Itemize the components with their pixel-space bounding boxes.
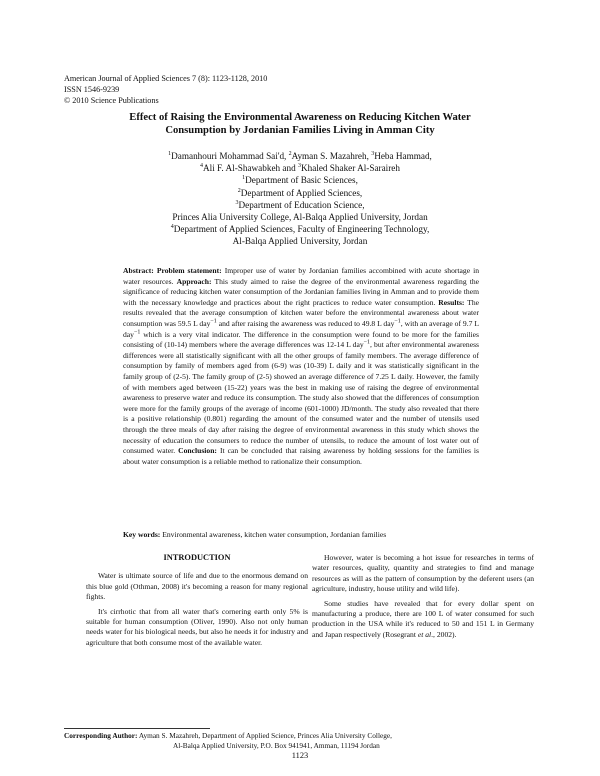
abstract-label: Abstract: bbox=[123, 266, 154, 275]
paper-title bbox=[100, 111, 500, 137]
author-block bbox=[100, 150, 500, 248]
journal-issn: ISSN 1546-9239 bbox=[64, 85, 120, 94]
author-line-1: $^1$Damanhouri Mohammad Sai'd, $^2$Ayman S. Mazahreh, $^3$Heba Hammad, bbox=[168, 150, 432, 161]
abstract: Abstract: Problem statement: Improper use of water by Jordanian families accombined with acute shortage in water resources. Approach: This study aimed to raise the degree of the environmental awareness regarding the significance of reducing kitchen water consumption of the Jordanian families living in Amman and to provide them with the necessary knowledge and practices about the right practices to reduce water consumption. Results: The results revealed that the average consumption of kitchen water before the environmental awareness about water consumption was 59.5 L day$^{-1}$ and after raising the awareness was reduced to 49.8 L day$^{-1}$, with an average of 9.7 L day$^{-1}$ which is a very vital indicator. The difference in the consumption were found to be more for the families consisting of (10-14) members where the average differences was 12-14 L day$^{-1}$, but after environmental awareness differences were all statistically significant with all the other groups of family members. The average difference of consumption by family of members aged from (6-9) was (10-39) L daily and it was statistically significant in the family group of (2-5). The family group of (2-5) showed an average difference of 7.25 L daily. However, the family of with members aged between (15-22) years was the best in making use of raising the degree of environmental awareness to preserve water and reduce its consumption. The study also showed that the differences of consumption were more for the family groups of the average of income (601-1000) JD/month. The study also revealed that there is a positive relationship (0.801) regarding the amount of the consumed water and the number of utensils used through the three meals of day after raising the degree of environmental awareness in this study which shows the necessity of education the consumers to reduce the number of utensils, to reduce the amount of lost water out of consumed water. Conclusion: It can be concluded that raising awareness by holding sessions for the families is about water consumption is a reliable method to rationalize their consumption. bbox=[123, 266, 480, 466]
footnote-rule bbox=[64, 728, 210, 729]
page-number: 1123 bbox=[291, 751, 309, 760]
corresponding-author-footnote: Corresponding Author: Ayman S. Mazahreh, Department of Applied Science, Princes Alia University College, Al-Balqa Applied University, P.O. Box 941941, Amman, 11194 Jordan bbox=[64, 731, 392, 750]
left-column bbox=[86, 553, 308, 652]
author-3: Heba Hammad, bbox=[374, 151, 432, 161]
affiliation-line: $^2$Department of Applied Sciences, bbox=[237, 187, 363, 198]
conclusion-label: Conclusion: bbox=[178, 446, 217, 456]
results-label: Results: bbox=[438, 297, 465, 307]
paragraph: Some studies have revealed that for every dollar spent on manufacturing a produce, there are 100 L of water consumed for such production in the USA while it's reduced to 50 and 151 L in Germany and Japan respectively (Rosegrant et al., 2002). bbox=[312, 598, 534, 639]
title-line-1: Effect of Raising the Environmental Awareness on Reducing Kitchen Water bbox=[129, 112, 471, 123]
section-heading: INTRODUCTION bbox=[163, 553, 231, 562]
problem-statement-label: Problem statement: bbox=[156, 266, 222, 275]
keywords bbox=[123, 530, 479, 540]
affiliation-line: $^3$Department of Education Science, bbox=[235, 199, 365, 210]
author-5: Khaled Shaker Al-Saraireh bbox=[300, 163, 400, 174]
right-column bbox=[312, 553, 534, 644]
affiliation-line: $^1$Department of Basic Sciences, bbox=[242, 175, 358, 186]
affiliation-line: Princes Alia University College, Al-Balqa Applied University, Jordan bbox=[172, 212, 428, 223]
paragraph: Water is ultimate source of life and due to the enormous demand on this blue gold (Othman, 2008) it's becoming a reason for many regional fights. bbox=[86, 571, 308, 602]
footnote-label: Corresponding Author: bbox=[64, 731, 138, 740]
title-line-2: Consumption by Jordanian Families Living in Amman City bbox=[165, 125, 435, 136]
affiliation-line: Al-Balqa Applied University, Jordan bbox=[232, 236, 368, 247]
author-4: Ali F. Al-Shawabkeh and bbox=[203, 163, 298, 174]
journal-copyright: © 2010 Science Publications bbox=[64, 96, 159, 105]
paragraph: However, water is becoming a hot issue for researches in terms of water resources, quality, quantity and strategies to find and manage resources as will as the pattern of consumption by the deferent users (an agriculture, industry, house utility and wild life). bbox=[312, 553, 534, 594]
journal-header bbox=[64, 73, 267, 106]
keywords-label: Key words: bbox=[123, 530, 161, 539]
journal-citation: American Journal of Applied Sciences 7 (8): 1123-1128, 2010 bbox=[64, 74, 268, 83]
author-2: Ayman S. Mazahreh, bbox=[291, 151, 372, 161]
keywords-text: Environmental awareness, kitchen water consumption, Jordanian families bbox=[160, 530, 387, 539]
author-line-2: $^4$Ali F. Al-Shawabkeh and $^3$Khaled Shaker Al-Saraireh bbox=[200, 163, 400, 174]
paragraph: It's cirrhotic that from all water that's cornering earth only 5% is suitable for human consumption (Oliver, 1990). Also not only human needs water for his biological needs, but also he needs it for industry and agriculture that both consume most of the available water. bbox=[86, 606, 308, 647]
author-1: Damanhouri Mohammad Sai'd, bbox=[171, 151, 289, 161]
affiliation-line: $^4$Department of Applied Sciences, Faculty of Engineering Technology, bbox=[170, 224, 430, 235]
approach-label: Approach: bbox=[176, 276, 212, 286]
